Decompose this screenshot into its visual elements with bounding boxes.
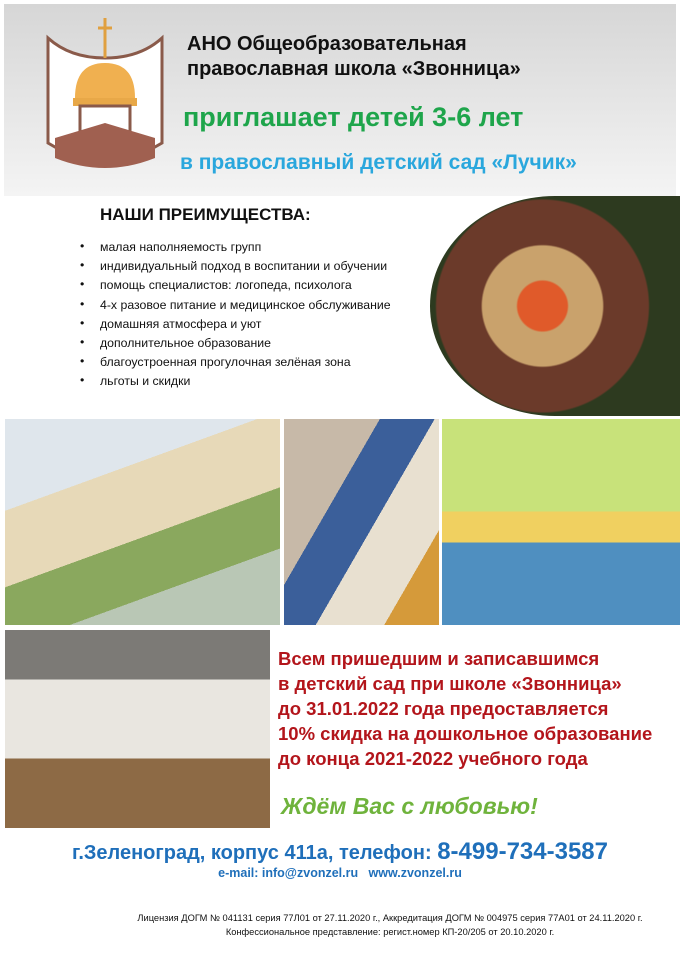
advantages-list	[80, 240, 425, 394]
org-name-line2: православная школа «Звонница»	[187, 58, 521, 80]
email-link[interactable]: e-mail: info@zvonzel.ru	[218, 866, 359, 880]
school-logo	[40, 18, 170, 173]
offer-line: до 31.01.2022 года предоставляется	[278, 698, 609, 719]
list-item: • дополнительное образование	[80, 336, 425, 355]
offer-line: до конца 2021-2022 учебного года	[278, 748, 588, 769]
address-line	[0, 838, 680, 866]
org-name	[187, 32, 521, 82]
list-item: • малая наполняемость групп	[80, 240, 425, 259]
kindergarten-name: в православный детский сад «Лучик»	[180, 151, 577, 174]
website-link[interactable]: www.zvonzel.ru	[368, 866, 462, 880]
phone-number[interactable]: 8-499-734-3587	[437, 838, 608, 865]
offer-line: в детский сад при школе «Звонница»	[278, 673, 622, 694]
offer-line: 10% скидка на дошкольное образование	[278, 723, 653, 744]
list-item: • индивидуальный подход в воспитании и обучении	[80, 259, 425, 278]
license-info	[0, 911, 680, 939]
advantages-title: НАШИ ПРЕИМУЩЕСТВА:	[100, 205, 311, 224]
welcome-text: Ждём Вас с любовью!	[281, 793, 538, 819]
address: г.Зеленоград, корпус 411а, телефон:	[72, 842, 432, 864]
offer-text	[278, 646, 678, 771]
photo-dance-hall	[5, 630, 270, 828]
org-name-line1: АНО Общеобразовательная	[187, 33, 467, 55]
license-text: Лицензия ДОГМ № 041131 серия 77Л01 от 27.11.2020 г., Аккредитация ДОГМ № 004975 серия 77А01 от 24.11.2020 г.	[137, 913, 643, 923]
photo-green-room	[442, 419, 680, 625]
photo-playroom-children	[5, 419, 280, 625]
list-item: • помощь специалистов: логопеда, психолога	[80, 278, 425, 297]
list-item: • льготы и скидки	[80, 374, 425, 393]
contact-line	[0, 866, 680, 880]
invite-heading: приглашает детей 3-6 лет	[183, 102, 524, 132]
list-item: • благоустроенная прогулочная зелёная зона	[80, 355, 425, 374]
photo-boy-magnetic-board	[284, 419, 439, 625]
offer-line: Всем пришедшим и записавшимся	[278, 648, 600, 669]
photo-children-dancing	[430, 196, 680, 416]
list-item: • домашняя атмосфера и уют	[80, 317, 425, 336]
confession-text: Конфессиональное представление: регист.номер КП-20/205 от 20.10.2020 г.	[225, 927, 555, 937]
list-item: • 4-х разовое питание и медицинское обслуживание	[80, 298, 425, 317]
